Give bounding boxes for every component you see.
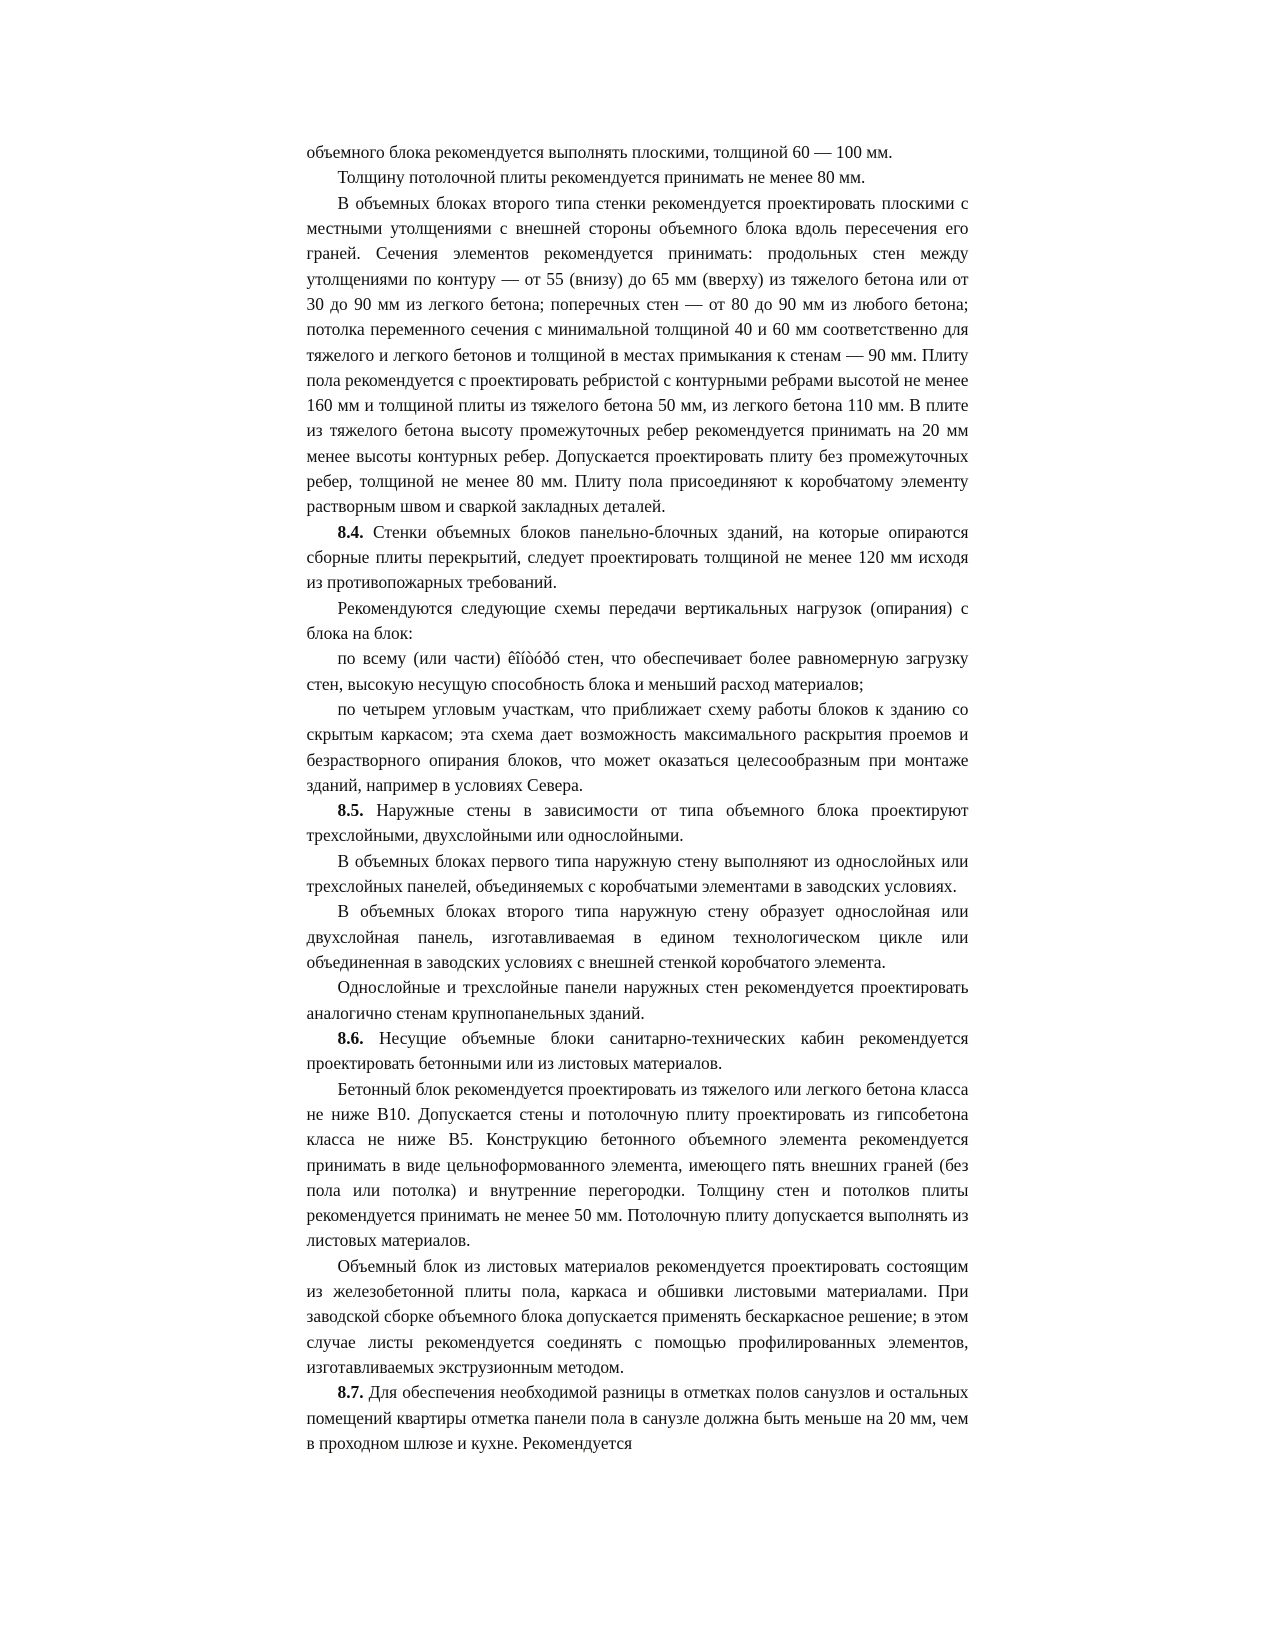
paragraph-numbered (307, 1026, 969, 1077)
paragraph (307, 849, 969, 900)
paragraph (307, 165, 969, 190)
paragraph-text: по всему (или части) êîíòóðó стен, что обеспечивает более равномерную загрузку стен, высокую несущую способность блока и меньший расход материалов; (306, 648, 969, 694)
paragraph (307, 975, 969, 1026)
paragraph (307, 646, 969, 697)
paragraph-text: Рекомендуются следующие схемы передачи вертикальных нагрузок (опирания) с блока на блок: (306, 597, 969, 643)
paragraph-text: Объемный блок из листовых материалов рекомендуется проектировать состоящим из железобетонной плиты пола, каркаса и обшивки листовыми материалами. При заводской сборке объемного блока допускается применять бескаркасное решение; в этом случае листы рекомендуется соединять с помощью профилированных элементов, изготавливаемых экструзионным методом. (306, 1255, 969, 1377)
paragraph-text: Однослойные и трехслойные панели наружных стен рекомендуется проектировать аналогично стенам крупнопанельных зданий. (306, 977, 969, 1023)
paragraph (307, 899, 969, 975)
paragraph (307, 140, 969, 165)
paragraph-text: объемного блока рекомендуется выполнять плоскими, толщиной 60 — 100 мм. (306, 142, 893, 162)
clause-number: 8.5. (337, 800, 364, 821)
paragraph-text: Бетонный блок рекомендуется проектировать из тяжелого или легкого бетона класса не ниже В10. Допускается стены и потолочную плиту проектировать из гипсобетона класса не ниже В5. Конструкцию бетонного объемного элемента рекомендуется принимать в виде цельноформованного элемента, имеющего пять внешних граней (без пола или потолка) и внутренние перегородки. Толщину стен и потолков плиты рекомендуется принимать не менее 50 мм. Потолочную плиту допускается выполнять из листовых материалов. (306, 1078, 969, 1251)
paragraph (307, 596, 969, 647)
document-text-body (307, 140, 969, 1456)
paragraph (307, 1254, 969, 1381)
paragraph-numbered (307, 520, 969, 596)
clause-number: 8.7. (337, 1382, 364, 1403)
paragraph-text: В объемных блоках второго типа стенки рекомендуется проектировать плоскими с местными утолщениями с внешней стороны объемного блока вдоль пересечения его граней. Сечения элементов рекомендуется принимать: продольных стен между утолщениями по контуру — от 55 (внизу) до 65 мм (вверху) из тяжелого бетона или от 30 до 90 мм из легкого бетона; поперечных стен — от 80 до 90 мм из любого бетона; потолка переменного сечения с минимальной толщиной 40 и 60 мм соответственно для тяжелого и легкого бетонов и толщиной в местах примыкания к стенам — 90 мм. Плиту пола рекомендуется с проектировать ребристой с контурными ребрами высотой не менее 160 мм и толщиной плиты из тяжелого бетона 50 мм, из легкого бетона 110 мм. В плите из тяжелого бетона высоту промежуточных ребер рекомендуется принимать на 20 мм менее высоты контурных ребер. Допускается проектировать плиту без промежуточных ребер, толщиной не менее 80 мм. Плиту пола присоединяют к коробчатому элементу растворным швом и сваркой закладных деталей. (306, 192, 969, 517)
paragraph (307, 1077, 969, 1254)
paragraph-text: Для обеспечения необходимой разницы в отметках полов санузлов и остальных помещений квартиры отметка панели пола в санузле должна быть меньше на 20 мм, чем в проходном шлюзе и кухне. Рекомендуется (306, 1382, 969, 1453)
paragraph-numbered (307, 798, 969, 849)
paragraph-text: Несущие объемные блоки санитарно-технических кабин рекомендуется проектировать бетонными или из листовых материалов. (306, 1027, 969, 1074)
paragraph-text: В объемных блоках первого типа наружную стену выполняют из однослойных или трехслойных панелей, объединяемых с коробчатыми элементами в заводских условиях. (306, 850, 969, 897)
clause-number: 8.4. (337, 521, 364, 542)
paragraph-text: Наружные стены в зависимости от типа объемного блока проектируют трехслойными, двухслойными или однослойными. (306, 800, 969, 846)
paragraph-numbered (307, 1380, 969, 1456)
clause-number: 8.6. (337, 1027, 364, 1048)
paragraph (307, 191, 969, 520)
paragraph (307, 697, 969, 798)
paragraph-text: Толщину потолочной плиты рекомендуется принимать не менее 80 мм. (337, 167, 866, 188)
paragraph-text: В объемных блоках второго типа наружную стену образует однослойная или двухслойная панель, изготавливаемая в едином технологическом цикле или объединенная в заводских условиях с внешней стенкой коробчатого элемента. (306, 901, 969, 972)
paragraph-text: Стенки объемных блоков панельно-блочных зданий, на которые опираются сборные плиты перекрытий, следует проектировать толщиной не менее 120 мм исходя из противопожарных требований. (306, 521, 969, 593)
paragraph-text: по четырем угловым участкам, что приближает схему работы блоков к зданию со скрытым каркасом; эта схема дает возможность максимального раскрытия проемов и безрастворного опирания блоков, что может оказаться целесообразным при монтаже зданий, например в условиях Севера. (306, 698, 969, 795)
